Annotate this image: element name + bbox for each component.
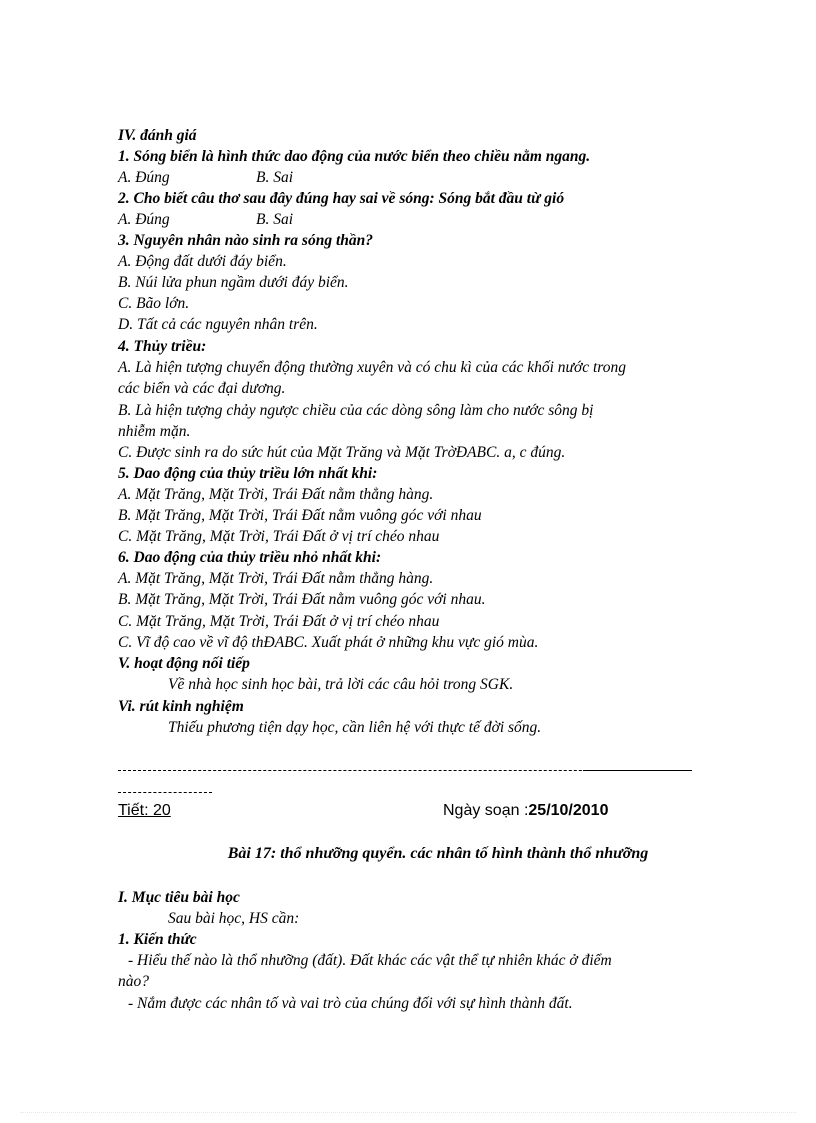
question-2-option-b: B. Sai [256, 211, 294, 228]
question-6-option: A. Mặt Trăng, Mặt Trời, Trái Đất nằm thẳng hàng. [118, 570, 434, 587]
question-5: 5. Dao động của thủy triều lớn nhất khi: [118, 465, 378, 482]
lesson-title: Bài 17: thổ nhưỡng quyển. các nhân tố hình thành thổ nhưỡng [227, 845, 649, 862]
question-3-option: A. Động đất dưới đáy biển. [118, 253, 287, 270]
page-bottom-border [20, 1112, 796, 1113]
question-5-option: A. Mặt Trăng, Mặt Trời, Trái Đất nằm thẳng hàng. [118, 486, 434, 503]
lesson-date-value: 25/10/2010 [528, 802, 609, 819]
question-4-line: A. Là hiện tượng chuyển động thường xuyên và có chu kì của các khối nước trong [118, 359, 627, 376]
question-4-line: nhiễm mặn. [118, 423, 191, 440]
section-6-body: Thiếu phương tiện dạy học, cần liên hệ với thực tế đời sống. [168, 719, 542, 736]
question-4-line: C. Được sinh ra do sức hút của Mặt Trăng và Mặt TrờĐABC. a, c đúng. [118, 444, 566, 461]
question-1-options [118, 168, 418, 188]
question-3-option: C. Bão lớn. [118, 295, 190, 312]
question-2-option-a: A. Đúng [118, 211, 170, 228]
question-1-option-a: A. Đúng [118, 169, 170, 186]
lesson-date [443, 802, 608, 820]
section-5-heading: V. hoạt động nối tiếp [118, 655, 250, 672]
question-5-option: B. Mặt Trăng, Mặt Trời, Trái Đất nằm vuông góc với nhau [118, 507, 482, 524]
question-3-option: D. Tất cả các nguyên nhân trên. [118, 316, 318, 333]
question-3-option: B. Núi lửa phun ngầm dưới đáy biển. [118, 274, 349, 291]
question-6-option: B. Mặt Trăng, Mặt Trời, Trái Đất nằm vuông góc với nhau. [118, 591, 486, 608]
question-2: 2. Cho biết câu thơ sau đây đúng hay sai về sóng: Sóng bắt đầu từ gió [118, 190, 565, 207]
lesson-date-label: Ngày soạn : [443, 802, 529, 819]
knowledge-item: - Nắm được các nhân tố và vai trò của chúng đối với sự hình thành đất. [128, 995, 573, 1012]
knowledge-heading: 1. Kiến thức [118, 931, 197, 948]
question-5-option: C. Mặt Trăng, Mặt Trời, Trái Đất ở vị trí chéo nhau [118, 528, 440, 545]
separator-solid [583, 770, 692, 771]
question-6-option: C. Mặt Trăng, Mặt Trời, Trái Đất ở vị trí chéo nhau [118, 613, 440, 630]
question-6: 6. Dao động của thủy triều nhỏ nhất khi: [118, 549, 382, 566]
knowledge-item: nào? [118, 973, 149, 990]
lesson-period: Tiết: 20 [118, 802, 171, 819]
question-2-options [118, 210, 418, 230]
question-6-option: C. Vĩ độ cao về vĩ độ thĐABC. Xuất phát ở những khu vực gió mùa. [118, 634, 539, 651]
question-1: 1. Sóng biển là hình thức dao động của nước biển theo chiều nằm ngang. [118, 148, 591, 165]
question-4-line: các biển và các đại dương. [118, 380, 286, 397]
question-1-option-b: B. Sai [256, 169, 294, 186]
separator-dashed-short [118, 792, 212, 793]
section-5-body: Về nhà học sinh học bài, trả lời các câu hỏi trong SGK. [168, 676, 514, 693]
section-4-heading: IV. đánh giá [118, 127, 197, 144]
section-6-heading: Vi. rút kinh nghiệm [118, 698, 244, 715]
objectives-heading: I. Mục tiêu bài học [118, 889, 240, 906]
question-4-line: B. Là hiện tượng chảy ngược chiều của các dòng sông làm cho nước sông bị [118, 402, 594, 419]
objectives-intro: Sau bài học, HS cần: [168, 910, 300, 927]
question-4: 4. Thủy triều: [118, 338, 207, 355]
question-3: 3. Nguyên nhân nào sinh ra sóng thần? [118, 232, 373, 249]
knowledge-item: - Hiểu thế nào là thổ nhưỡng (đất). Đất khác các vật thể tự nhiên khác ở điểm [128, 952, 612, 969]
